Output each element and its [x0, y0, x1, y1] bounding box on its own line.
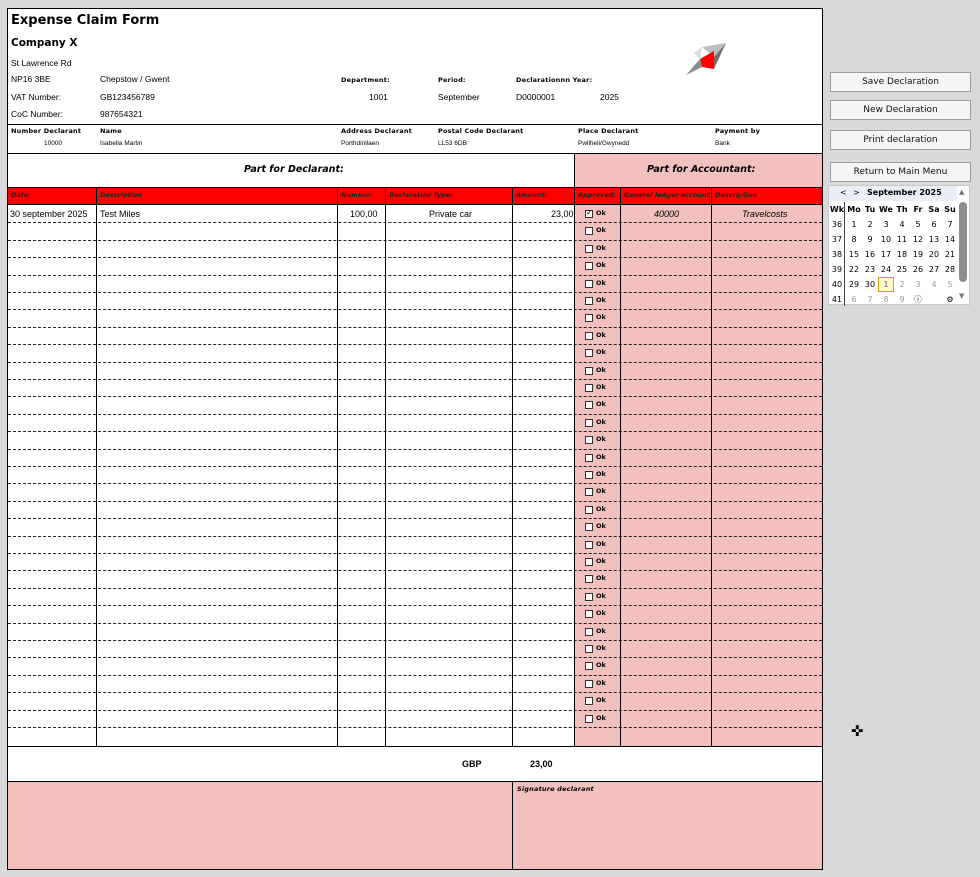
- table-row[interactable]: [8, 415, 822, 432]
- company-address: St Lawrence Rd: [11, 58, 72, 68]
- calendar-day[interactable]: 28: [944, 265, 956, 274]
- footer-divider: [512, 782, 513, 869]
- approved-ok-label: Ok: [596, 470, 606, 478]
- weekday-header: We: [879, 205, 893, 214]
- calendar-day[interactable]: 16: [864, 250, 876, 259]
- declarant-number-label: Number Declarant: [11, 127, 82, 135]
- approved-ok-label: Ok: [596, 696, 606, 705]
- col-approved-header: Approved:: [578, 191, 616, 199]
- calendar-day[interactable]: 22: [848, 265, 860, 274]
- calendar-day[interactable]: 11: [896, 235, 908, 244]
- calendar-header: [829, 186, 957, 201]
- approved-ok-label: Ok: [596, 487, 606, 496]
- declaration-year[interactable]: 2025: [600, 92, 619, 102]
- expense-grid: [8, 188, 822, 746]
- calendar-day[interactable]: 5: [915, 220, 921, 229]
- period-value[interactable]: September: [438, 92, 480, 102]
- cell-description[interactable]: Test Miles: [100, 209, 141, 219]
- approved-checkbox[interactable]: [585, 332, 593, 340]
- approved-ok-label: Ok: [596, 383, 606, 391]
- table-row[interactable]: [8, 537, 822, 554]
- calendar-day[interactable]: 7: [867, 295, 873, 304]
- approved-checkbox[interactable]: [585, 367, 593, 375]
- approved-ok-label: Ok: [596, 661, 606, 670]
- part-accountant-label: Part for Accountant:: [647, 164, 756, 175]
- approved-checkbox[interactable]: [585, 384, 593, 392]
- table-row[interactable]: [8, 658, 822, 675]
- approved-ok-label: Ok: [596, 278, 606, 287]
- calendar-day[interactable]: 3: [915, 280, 921, 289]
- approved-checkbox[interactable]: [585, 558, 593, 566]
- declarant-info-row: [8, 125, 822, 154]
- approved-ok-label: Ok: [596, 522, 606, 531]
- col-date-header: Date:: [11, 191, 31, 199]
- declarant-place[interactable]: Pwllheli/Gwynedd: [578, 140, 630, 147]
- table-row[interactable]: [8, 641, 822, 658]
- company-postcode: NP16 3BE: [11, 74, 51, 84]
- col-number-header: Number:: [341, 191, 373, 199]
- approved-checkbox[interactable]: [585, 715, 593, 723]
- week-number: 40: [831, 280, 843, 289]
- calendar-day[interactable]: 1: [878, 277, 894, 292]
- declarant-postal-label: Postal Code Declarant: [438, 127, 524, 135]
- col-amount-header: Amount:: [516, 191, 548, 199]
- declarant-postal[interactable]: LL53 6DB: [438, 140, 467, 147]
- calendar-day[interactable]: 8: [883, 295, 889, 304]
- approved-checkbox[interactable]: [585, 210, 593, 218]
- declaration-number[interactable]: D0000001: [516, 92, 556, 102]
- calendar-day[interactable]: 19: [912, 250, 924, 259]
- cell-acc-description[interactable]: Travelcosts: [742, 209, 788, 219]
- calendar-day[interactable]: 25: [896, 265, 908, 274]
- expense-claim-form: [7, 8, 823, 870]
- calendar-day[interactable]: 1: [851, 220, 857, 229]
- approved-ok-label: Ok: [596, 644, 606, 652]
- week-number: 36: [831, 220, 843, 229]
- calendar-day[interactable]: 23: [864, 265, 876, 274]
- approved-ok-label: Ok: [596, 557, 606, 565]
- calendar-day[interactable]: 10: [880, 235, 892, 244]
- col-divider: [96, 188, 97, 746]
- new-declaration-button[interactable]: New Declaration: [830, 100, 971, 120]
- weekday-header: Tu: [864, 205, 876, 214]
- company-name: Company X: [11, 37, 78, 49]
- approved-checkbox[interactable]: [585, 471, 593, 479]
- approved-checkbox[interactable]: [585, 506, 593, 514]
- col-acc-description-header: Description: [715, 191, 758, 199]
- approved-checkbox[interactable]: [585, 349, 593, 357]
- table-row[interactable]: [8, 223, 822, 240]
- table-row[interactable]: [8, 450, 822, 467]
- approved-ok-label: Ok: [596, 504, 606, 513]
- approved-checkbox[interactable]: [585, 575, 593, 583]
- payment-value[interactable]: Bank: [715, 140, 730, 147]
- table-row[interactable]: [8, 606, 822, 623]
- calendar-scrollbar[interactable]: [958, 188, 968, 304]
- calendar-day[interactable]: 4: [899, 220, 905, 229]
- approved-ok-label: Ok: [596, 296, 606, 304]
- approved-checkbox[interactable]: [585, 680, 593, 688]
- calendar-day[interactable]: 20: [928, 250, 940, 259]
- table-row[interactable]: [8, 589, 822, 606]
- week-column-divider: [844, 202, 845, 306]
- calendar-day[interactable]: 6: [851, 295, 857, 304]
- weekday-header: Mo: [847, 205, 861, 214]
- approved-checkbox[interactable]: [585, 523, 593, 531]
- gear-icon[interactable]: ⚙: [946, 295, 954, 304]
- vat-label: VAT Number:: [11, 92, 62, 102]
- approved-ok-label: Ok: [596, 678, 606, 687]
- approved-checkbox[interactable]: [585, 297, 593, 305]
- form-title: Expense Claim Form: [11, 13, 160, 28]
- weekday-header: Sa: [928, 205, 940, 214]
- table-row[interactable]: [8, 554, 822, 571]
- calendar-day[interactable]: 17: [880, 250, 892, 259]
- calendar-day[interactable]: 6: [931, 220, 937, 229]
- calendar-day[interactable]: 18: [896, 250, 908, 259]
- company-logo-icon: [680, 41, 730, 81]
- approved-checkbox[interactable]: [585, 436, 593, 444]
- table-row[interactable]: [8, 484, 822, 501]
- totals-row: [8, 746, 822, 782]
- col-divider: [711, 188, 712, 746]
- department-value[interactable]: 1001: [369, 92, 388, 102]
- coc-label: CoC Number:: [11, 109, 63, 119]
- calendar-day[interactable]: 30: [864, 280, 876, 289]
- approved-ok-label: Ok: [596, 539, 606, 548]
- week-number: 38: [831, 250, 843, 259]
- part-declarant: [8, 154, 574, 187]
- calendar-day[interactable]: 5: [947, 280, 953, 289]
- table-row[interactable]: [8, 502, 822, 519]
- coc-value[interactable]: 987654321: [100, 109, 143, 119]
- approved-checkbox[interactable]: [585, 419, 593, 427]
- approved-ok-label: Ok: [596, 226, 606, 235]
- signature-label: Signature declarant: [517, 785, 594, 793]
- approved-checkbox[interactable]: [585, 610, 593, 618]
- date-picker-calendar: [828, 185, 970, 305]
- prev-month-button[interactable]: <: [840, 188, 847, 197]
- return-main-menu-button[interactable]: Return to Main Menu: [830, 162, 971, 182]
- calendar-day[interactable]: 4: [931, 280, 937, 289]
- approved-ok-label: Ok: [596, 243, 606, 252]
- scroll-thumb[interactable]: [959, 202, 967, 282]
- approved-ok-label: Ok: [596, 713, 606, 722]
- calendar-day[interactable]: 9: [867, 235, 873, 244]
- approved-ok-label: Ok: [596, 400, 606, 409]
- col-divider: [385, 188, 386, 746]
- approved-checkbox[interactable]: [585, 541, 593, 549]
- part-accountant: [574, 154, 822, 187]
- table-row[interactable]: [8, 241, 822, 258]
- approved-checkbox[interactable]: [585, 314, 593, 322]
- col-gl-header: General ledger account: [624, 191, 710, 199]
- weekday-header: Wk: [829, 205, 845, 214]
- table-row[interactable]: [8, 397, 822, 414]
- table-row[interactable]: [8, 380, 822, 397]
- week-number: 41: [831, 295, 843, 304]
- table-row[interactable]: [8, 624, 822, 641]
- payment-label: Payment by: [715, 127, 761, 135]
- calendar-day[interactable]: 8: [851, 235, 857, 244]
- approved-ok-label: Ok: [596, 452, 606, 461]
- table-row[interactable]: [8, 258, 822, 275]
- declarant-number[interactable]: 10000: [44, 140, 63, 147]
- approved-ok-label: Ok: [596, 330, 606, 339]
- approved-ok-label: Ok: [596, 574, 606, 583]
- approved-checkbox[interactable]: [585, 401, 593, 409]
- declaration-year-label: Declarationnn Year:: [516, 76, 593, 84]
- cell-gl-account[interactable]: 40000: [654, 209, 680, 219]
- week-number: 37: [831, 235, 843, 244]
- next-month-button[interactable]: >: [853, 188, 860, 197]
- table-row[interactable]: [8, 276, 822, 293]
- approved-ok-label: Ok: [596, 313, 606, 322]
- col-divider: [337, 188, 338, 746]
- approved-checkbox[interactable]: [585, 628, 593, 636]
- form-header: [8, 9, 822, 125]
- calendar-day[interactable]: 21: [944, 250, 956, 259]
- table-row[interactable]: [8, 328, 822, 345]
- period-label: Period:: [438, 76, 466, 84]
- vat-value[interactable]: GB123456789: [100, 92, 155, 102]
- approved-ok-label: Ok: [596, 365, 606, 374]
- company-city: Chepstow / Gwent: [100, 74, 170, 84]
- declarant-address[interactable]: Porthdinllaen: [341, 140, 379, 147]
- table-row[interactable]: [8, 206, 822, 223]
- calendar-day[interactable]: 24: [880, 265, 892, 274]
- calendar-day[interactable]: 12: [912, 235, 924, 244]
- calendar-day[interactable]: 9: [899, 295, 905, 304]
- col-description-header: Description: [100, 191, 143, 199]
- calendar-day[interactable]: 26: [912, 265, 924, 274]
- col-divider: [574, 188, 575, 746]
- cell-date[interactable]: 30 september 2025: [10, 209, 88, 219]
- table-row[interactable]: [8, 293, 822, 310]
- calendar-day[interactable]: 3: [883, 220, 889, 229]
- print-declaration-button[interactable]: Print declaration: [830, 130, 971, 150]
- calendar-day[interactable]: 2: [867, 220, 873, 229]
- weekday-header: Th: [896, 205, 908, 214]
- calendar-day[interactable]: 14: [944, 235, 956, 244]
- approved-checkbox[interactable]: [585, 227, 593, 235]
- calendar-day[interactable]: 15: [848, 250, 860, 259]
- approved-checkbox[interactable]: [585, 454, 593, 462]
- calendar-day[interactable]: 13: [928, 235, 940, 244]
- week-number: 39: [831, 265, 843, 274]
- table-row[interactable]: [8, 467, 822, 484]
- approved-checkbox[interactable]: [585, 280, 593, 288]
- approved-ok-label: Ok: [596, 435, 606, 444]
- calendar-month-label: September 2025: [867, 188, 942, 197]
- scroll-down-icon[interactable]: ▼: [959, 292, 965, 300]
- grid-header: [8, 188, 822, 205]
- table-row[interactable]: [8, 676, 822, 693]
- approved-checkbox[interactable]: [585, 593, 593, 601]
- calendar-day[interactable]: 27: [928, 265, 940, 274]
- table-row[interactable]: [8, 363, 822, 380]
- cell-amount[interactable]: 23,00: [551, 209, 574, 219]
- approved-checkbox[interactable]: [585, 645, 593, 653]
- department-label: Department:: [341, 76, 390, 84]
- col-divider: [512, 188, 513, 746]
- cell-declaration-type[interactable]: Private car: [429, 209, 473, 219]
- table-row[interactable]: [8, 571, 822, 588]
- total-currency: GBP: [462, 759, 482, 769]
- approved-ok-label: Ok: [596, 348, 606, 357]
- table-row[interactable]: [8, 432, 822, 449]
- form-footer: [8, 782, 822, 869]
- table-row[interactable]: [8, 345, 822, 362]
- total-amount: 23,00: [530, 759, 553, 769]
- cursor-icon: ✜: [851, 723, 864, 740]
- parts-row: [8, 154, 822, 188]
- approved-checkbox[interactable]: [585, 245, 593, 253]
- approved-ok-label: Ok: [596, 591, 606, 600]
- approved-ok-label: Ok: [596, 626, 606, 635]
- calendar-day[interactable]: 2: [899, 280, 905, 289]
- part-declarant-label: Part for Declarant:: [244, 164, 344, 175]
- col-divider: [620, 188, 621, 746]
- approved-checkbox[interactable]: [585, 262, 593, 270]
- table-row[interactable]: [8, 711, 822, 728]
- table-row[interactable]: [8, 519, 822, 536]
- declarant-place-label: Place Declarant: [578, 127, 639, 135]
- approved-checkbox[interactable]: [585, 697, 593, 705]
- approved-ok-label: Ok: [596, 209, 606, 217]
- approved-checkbox[interactable]: [585, 488, 593, 496]
- table-row[interactable]: [8, 693, 822, 710]
- declarant-name-label: Name: [100, 127, 122, 135]
- table-row[interactable]: [8, 310, 822, 327]
- approved-ok-label: Ok: [596, 609, 606, 618]
- col-type-header: Declaration Type:: [389, 191, 453, 199]
- approved-ok-label: Ok: [596, 261, 606, 270]
- weekday-header: Su: [944, 205, 956, 214]
- cell-number[interactable]: 100,00: [350, 209, 378, 219]
- declarant-address-label: Address Declarant: [341, 127, 412, 135]
- info-icon[interactable]: ⓘ: [914, 295, 922, 304]
- approved-checkbox[interactable]: [585, 662, 593, 670]
- calendar-day[interactable]: 7: [947, 220, 953, 229]
- approved-ok-label: Ok: [596, 417, 606, 426]
- scroll-up-icon[interactable]: ▲: [959, 188, 965, 196]
- weekday-header: Fr: [913, 205, 923, 214]
- declarant-name[interactable]: Isabella Martin: [100, 140, 143, 147]
- save-declaration-button[interactable]: Save Declaration: [830, 72, 971, 92]
- calendar-day[interactable]: 29: [848, 280, 860, 289]
